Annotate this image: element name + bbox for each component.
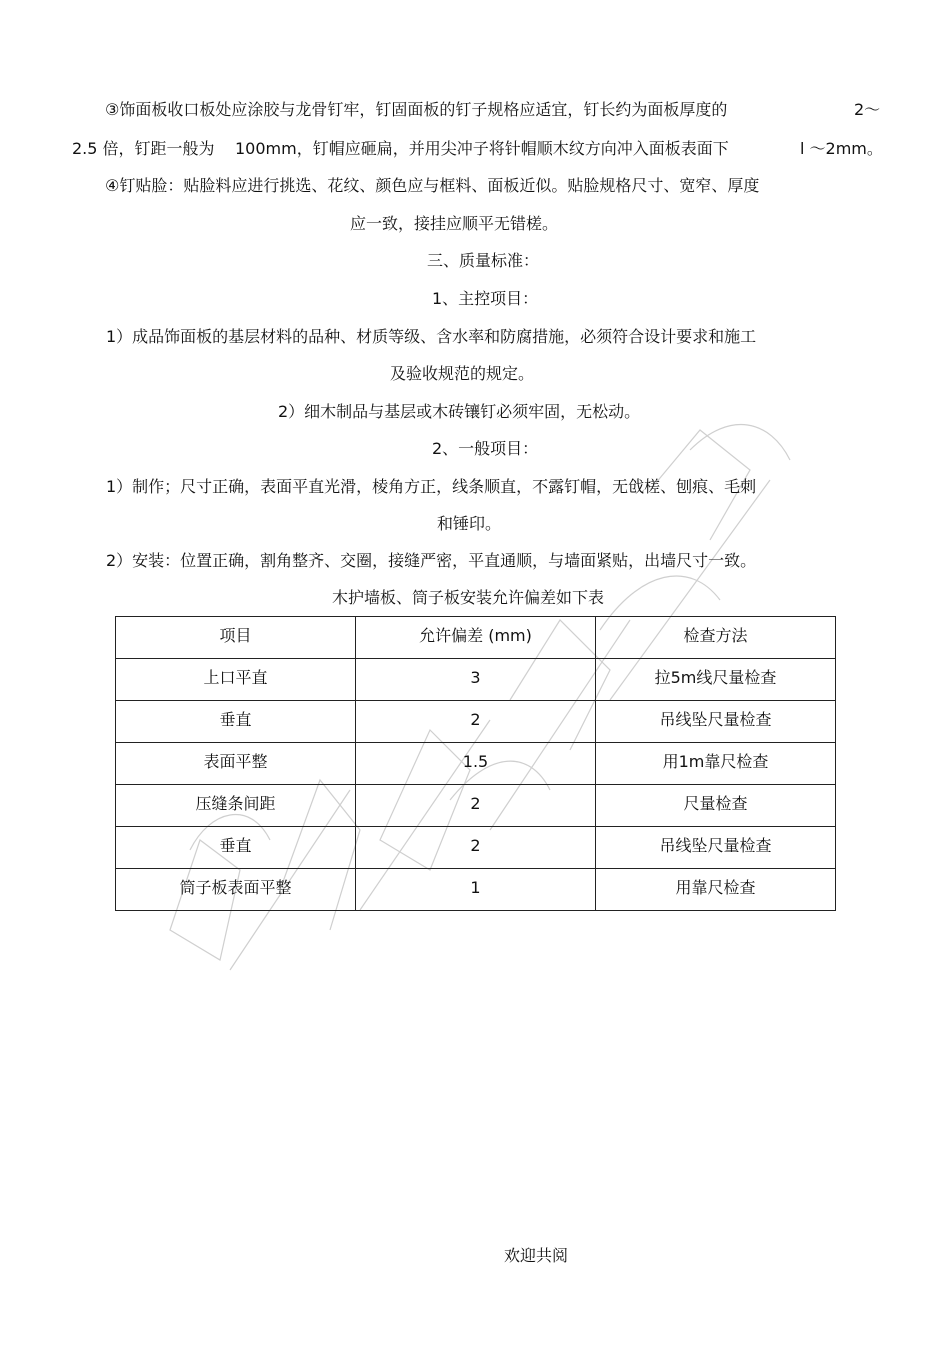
cell-tolerance: 2 [356,827,596,869]
table-row [116,827,836,869]
table-header-row [116,617,836,659]
subheading-general-items: 2、一般项目： [432,439,539,458]
cell-tolerance: 1.5 [356,743,596,785]
cell-method: 尺量检查 [596,785,836,827]
main-item-1-line-1: 1）成品饰面板的基层材料的品种、材质等级、含水率和防腐措施，必须符合设计要求和施工 [106,327,757,346]
cell-tolerance: 2 [356,701,596,743]
header-tolerance: 允许偏差 (mm) [356,617,596,659]
paragraph-3-line-2-start: 2.5 倍，钉距一般为 [72,139,215,158]
table-row [116,701,836,743]
cell-item: 垂直 [116,827,356,869]
table-row [116,743,836,785]
cell-item: 表面平整 [116,743,356,785]
table-caption: 木护墙板、筒子板安装允许偏差如下表 [332,588,605,607]
general-item-2: 2）安装：位置正确，割角整齐、交圈，接缝严密，平直通顺，与墙面紧贴，出墙尺寸一致。 [106,551,757,570]
main-item-2: 2）细木制品与基层或木砖镶钉必须牢固，无松动。 [278,402,641,421]
header-item: 项目 [116,617,356,659]
subheading-main-items: 1、主控项目： [432,289,539,308]
paragraph-3-line-1: ③饰面板收口板处应涂胶与龙骨钉牢，钉固面板的钉子规格应适宜，钉长约为面板厚度的 [105,100,728,119]
cell-item: 筒子板表面平整 [116,869,356,911]
cell-method: 吊线坠尺量检查 [596,701,836,743]
paragraph-4-line-1: ④钉贴脸：贴脸料应进行挑选、花纹、颜色应与框料、面板近似。贴脸规格尺寸、宽窄、厚度 [105,176,760,195]
cell-method: 拉5m线尺量检查 [596,659,836,701]
general-item-1-line-1: 1）制作；尺寸正确，表面平直光滑，棱角方正，线条顺直，不露钉帽，无戗槎、刨痕、毛刺 [106,477,757,496]
paragraph-4-line-2: 应一致，接挂应顺平无错槎。 [350,214,559,233]
table-row [116,659,836,701]
cell-tolerance: 3 [356,659,596,701]
general-item-1-line-2: 和锤印。 [437,514,502,533]
deviation-table [115,616,836,911]
cell-item: 压缝条间距 [116,785,356,827]
paragraph-3-line-2-middle: 100mm，钉帽应砸扁，并用尖冲子将针帽顺木纹方向冲入面板表面下 [235,139,729,158]
paragraph-3-line-2-end: l ～2mm。 [800,139,883,158]
header-method: 检查方法 [596,617,836,659]
cell-method: 用靠尺检查 [596,869,836,911]
main-item-1-line-2: 及验收规范的规定。 [390,364,535,383]
cell-method: 用1m靠尺检查 [596,743,836,785]
cell-tolerance: 2 [356,785,596,827]
cell-item: 上口平直 [116,659,356,701]
footer-text: 欢迎共阅 [504,1246,569,1265]
paragraph-3-line-1-tail: 2～ [854,100,881,119]
table-row [116,785,836,827]
section-heading-quality: 三、质量标准： [427,251,540,270]
cell-tolerance: 1 [356,869,596,911]
cell-item: 垂直 [116,701,356,743]
cell-method: 吊线坠尺量检查 [596,827,836,869]
table-row [116,869,836,911]
